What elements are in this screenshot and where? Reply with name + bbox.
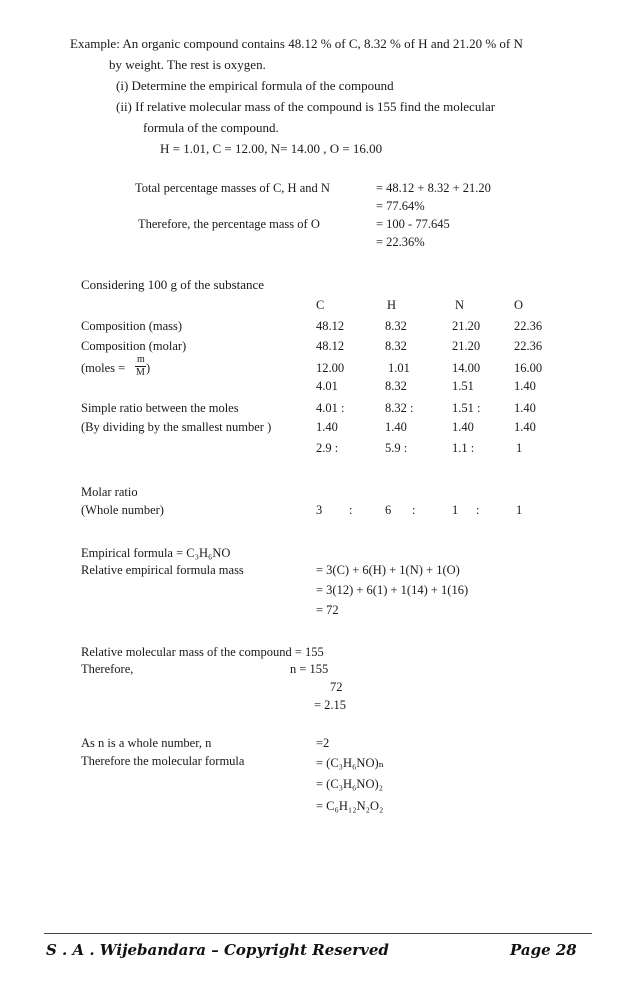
molar-ratio-label: Molar ratio	[81, 485, 138, 499]
column-header-c: C	[316, 298, 325, 312]
example-question-2-cont: formula of the compound.	[143, 120, 279, 135]
molecular-formula-label: Therefore the molecular formula	[81, 754, 245, 768]
ratio-colon: :	[476, 503, 480, 517]
oxygen-percent-result: = 22.36%	[376, 235, 425, 249]
n-value: =2	[316, 736, 330, 750]
table-cell: 22.36	[514, 339, 543, 353]
ratio-colon: :	[349, 503, 353, 517]
molecular-formula-2: = (C₃H₆NO)₂	[316, 777, 383, 791]
molecular-formula-3: = C₆H₁₂N₂O₂	[316, 799, 384, 813]
total-percent-result: = 77.64%	[376, 199, 425, 213]
empirical-calc-3: = 72	[316, 603, 339, 617]
table-cell: 1.40	[316, 420, 338, 434]
table-cell: 22.36	[514, 319, 543, 333]
ratio-colon: :	[412, 503, 416, 517]
table-cell: 48.12	[316, 319, 345, 333]
total-percent-label: Total percentage masses of C, H and N	[135, 181, 330, 195]
relative-mass-statement: Relative molecular mass of the compound = 155	[81, 645, 324, 659]
empirical-calc-1: = 3(C) + 6(H) + 1(N) + 1(O)	[316, 563, 460, 577]
table-cell: 1.51	[452, 379, 474, 393]
table-heading: Considering 100 g of the substance	[81, 277, 265, 292]
table-cell: 1.40	[514, 420, 536, 434]
empirical-formula: Empirical formula = C₃H₆NO	[81, 546, 231, 560]
empirical-mass-label: Relative empirical formula mass	[81, 563, 244, 577]
table-cell: 1.1 :	[452, 441, 475, 455]
n-equation: n = 155	[290, 662, 329, 676]
footer-page-number: Page 28	[510, 941, 577, 959]
example-question-2: (ii) If relative molecular mass of the compound is 155 find the molecular	[116, 99, 496, 114]
example-question-1: (i) Determine the empirical formula of the compound	[116, 78, 394, 93]
table-cell: 21.20	[452, 339, 481, 353]
footer-rule	[44, 933, 592, 934]
ratio-value-o: 1	[516, 503, 523, 517]
moles-denominator: M	[136, 367, 145, 378]
table-cell: 8.32 :	[385, 401, 414, 415]
table-cell: 12.00	[316, 361, 345, 375]
column-header-n: N	[455, 298, 465, 312]
oxygen-percent-label: Therefore, the percentage mass of O	[138, 217, 320, 231]
table-cell: 48.12	[316, 339, 345, 353]
n-denominator: 72	[330, 680, 343, 694]
row-label-mass: Composition (mass)	[81, 319, 183, 333]
total-percent-calc: = 48.12 + 8.32 + 21.20	[376, 181, 491, 195]
table-cell: 1.51 :	[452, 401, 481, 415]
atomic-masses: H = 1.01, C = 12.00, N= 14.00 , O = 16.00	[160, 141, 383, 156]
table-cell: 5.9 :	[385, 441, 408, 455]
row-label-moles: (moles =	[81, 361, 126, 375]
table-cell: 1.40	[385, 420, 407, 434]
ratio-value-n: 1	[452, 503, 459, 517]
table-cell: 8.32	[385, 379, 407, 393]
therefore-label: Therefore,	[81, 662, 134, 676]
table-cell: 1.40	[514, 379, 536, 393]
table-cell: 4.01	[316, 379, 338, 393]
table-cell: 2.9 :	[316, 441, 339, 455]
table-cell: 1.40	[514, 401, 536, 415]
n-result: = 2.15	[314, 698, 347, 712]
oxygen-percent-calc: = 100 - 77.645	[376, 217, 450, 231]
whole-number-label: (Whole number)	[81, 503, 164, 517]
row-label-divide: (By dividing by the smallest number )	[81, 420, 272, 434]
row-label-molar: Composition (molar)	[81, 339, 187, 353]
ratio-value-c: 3	[316, 503, 323, 517]
molecular-formula-1: = (C₃H₆NO)ₙ	[316, 756, 385, 770]
column-header-h: H	[387, 298, 397, 312]
whole-number-statement: As n is a whole number, n	[81, 736, 212, 750]
table-cell: 21.20	[452, 319, 481, 333]
table-cell: 8.32	[385, 339, 407, 353]
footer-author: S . A . Wijebandara – Copyright Reserved	[46, 941, 389, 959]
table-cell: 1.01	[388, 361, 410, 375]
table-cell: 16.00	[514, 361, 543, 375]
table-cell: 14.00	[452, 361, 481, 375]
empirical-calc-2: = 3(12) + 6(1) + 1(14) + 1(16)	[316, 583, 469, 597]
table-cell: 1	[516, 441, 523, 455]
row-label-simple-ratio: Simple ratio between the moles	[81, 401, 239, 415]
table-cell: 4.01 :	[316, 401, 345, 415]
table-cell: 8.32	[385, 319, 407, 333]
ratio-value-h: 6	[385, 503, 392, 517]
moles-close-paren: )	[146, 361, 151, 375]
table-cell: 1.40	[452, 420, 474, 434]
example-line-1: Example: An organic compound contains 48.12 % of C, 8.32 % of H and 21.20 % of N	[70, 36, 523, 51]
column-header-o: O	[514, 298, 524, 312]
moles-numerator: m	[137, 354, 145, 365]
example-line-2: by weight. The rest is oxygen.	[109, 57, 266, 72]
